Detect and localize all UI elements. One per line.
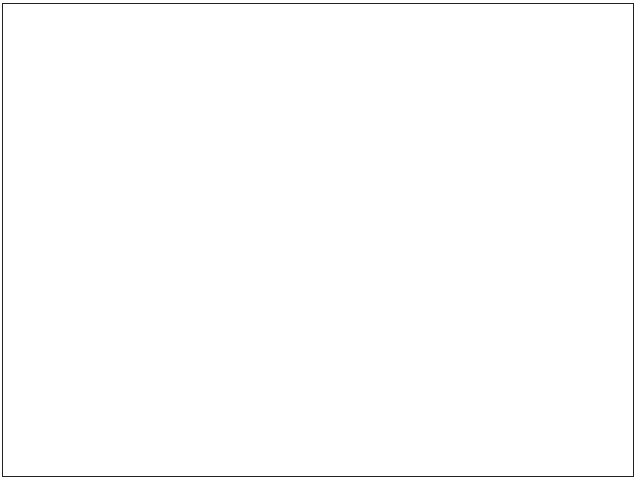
col-result-detection: [615, 113, 625, 152]
col-failure-mode: [60, 98, 117, 152]
col-responsibility: [494, 98, 556, 152]
col-actions-taken: [556, 113, 596, 152]
arai-logo: [271, 439, 381, 475]
col-action-results: [556, 98, 635, 113]
col-prevention: [284, 98, 346, 152]
col-effects: [117, 98, 179, 152]
col-severity: [179, 98, 192, 152]
col-result-severity: [596, 113, 605, 152]
col-causes: [203, 98, 273, 152]
col-recommended-actions: [428, 98, 494, 152]
col-occurrence: [273, 98, 284, 152]
col-result-rpn: [625, 113, 635, 152]
form-grid-lines: [2, 3, 634, 477]
col-detection-rank: [405, 98, 416, 152]
col-class: [192, 98, 203, 152]
col-detection: [346, 98, 405, 152]
col-result-occurrence: [605, 113, 615, 152]
col-rpn: [416, 98, 428, 152]
fmea-form: [2, 3, 634, 477]
